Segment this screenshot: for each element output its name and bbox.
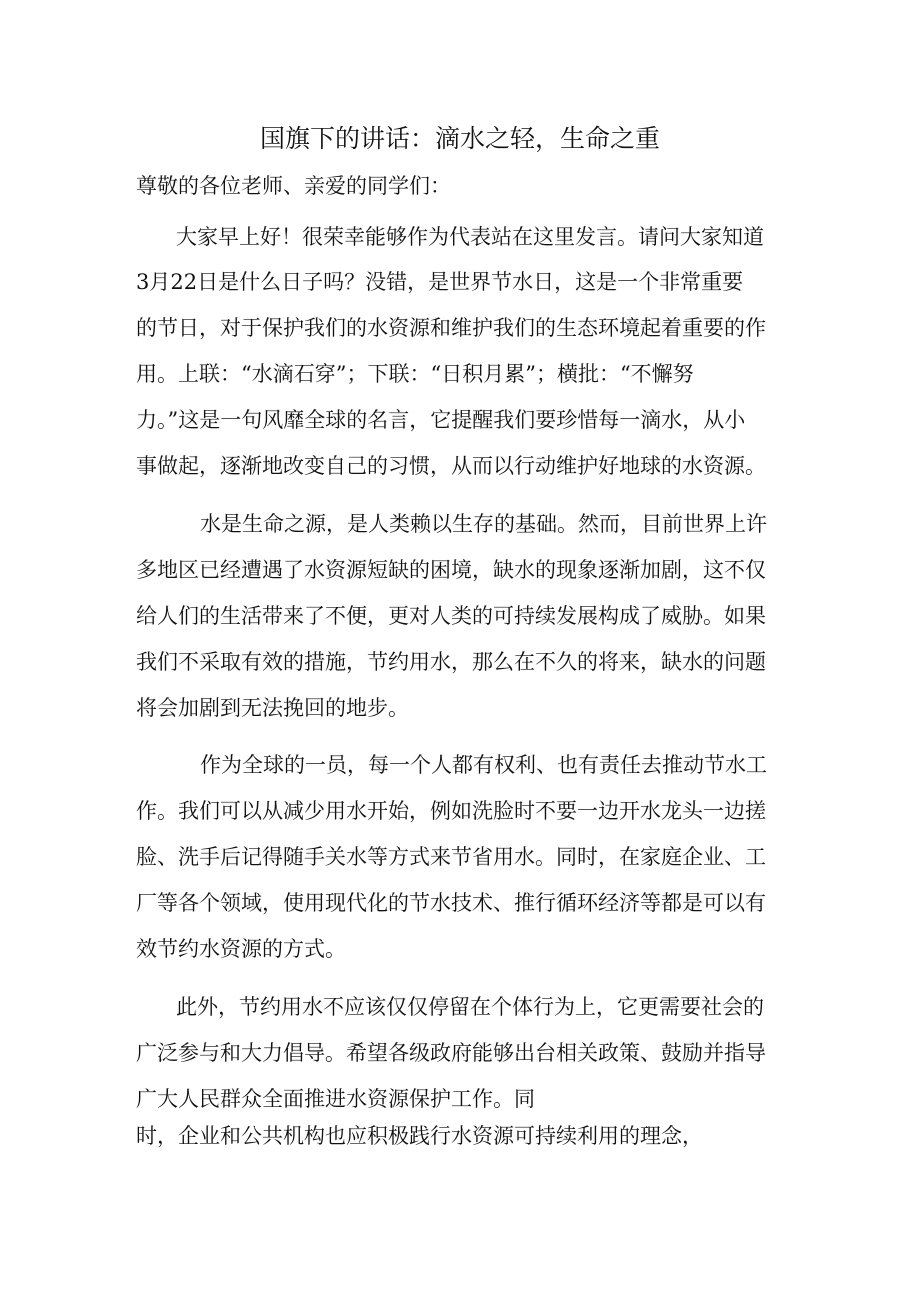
- paragraph-3-line-4: 厂等各个领域，使用现代化的节水技术、推行循环经济等都是可以有: [136, 891, 766, 915]
- paragraph-3-line-1: 作为全球的一员，每一个人都有权利、也有责任去推动节水工: [200, 753, 767, 777]
- paragraph-1-line-4: 用。上联：“水滴石穿”；下联：“日积月累”；横批：“不懈努: [136, 362, 694, 386]
- paragraph-3-line-2: 作。我们可以从减少用水开始，例如洗脸时不要一边开水龙头一边搓: [136, 799, 766, 823]
- paragraph-3-line-5: 效节约水资源的方式。: [136, 937, 346, 961]
- paragraph-1-line-3: 的节日，对于保护我们的水资源和维护我们的生态环境起着重要的作: [136, 316, 766, 340]
- paragraph-4-line-1: 此外，节约用水不应该仅仅停留在个体行为上，它更需要社会的: [176, 995, 764, 1019]
- paragraph-1-line-2: 3月22日是什么日子吗？没错，是世界节水日，这是一个非常重要: [136, 270, 744, 294]
- paragraph-3-line-3: 脸、洗手后记得随手关水等方式来节省用水。同时，在家庭企业、工: [136, 845, 766, 869]
- document-title: 国旗下的讲话：滴水之轻，生命之重: [259, 124, 660, 153]
- paragraph-4-line-3: 广大人民群众全面推进水资源保护工作。同: [136, 1087, 535, 1111]
- paragraph-4-line-2: 广泛参与和大力倡导。希望各级政府能够出台相关政策、鼓励并指导: [136, 1041, 766, 1065]
- paragraph-2-line-4: 我们不采取有效的措施，节约用水，那么在不久的将来，缺水的问题: [136, 650, 766, 674]
- paragraph-4-line-4: 时，企业和公共机构也应积极践行水资源可持续利用的理念，: [136, 1124, 703, 1148]
- paragraph-1-line-5: 力。”这是一句风靡全球的名言，它提醒我们要珍惜每一滴水，从小: [136, 408, 746, 432]
- paragraph-1-line-6: 事做起，逐渐地改变自己的习惯，从而以行动维护好地球的水资源。: [136, 454, 766, 478]
- paragraph-2-line-5: 将会加剧到无法挽回的地步。: [136, 696, 409, 720]
- salutation: 尊敬的各位老师、亲爱的同学们：: [136, 174, 451, 198]
- paragraph-1-line-1: 大家早上好！很荣幸能够作为代表站在这里发言。请问大家知道: [176, 225, 764, 249]
- paragraph-2-line-1: 水是生命之源，是人类赖以生存的基础。然而，目前世界上许: [200, 512, 767, 536]
- paragraph-2-line-3: 给人们的生活带来了不便，更对人类的可持续发展构成了威胁。如果: [136, 604, 766, 628]
- paragraph-2-line-2: 多地区已经遭遇了水资源短缺的困境，缺水的现象逐渐加剧，这不仅: [136, 558, 766, 582]
